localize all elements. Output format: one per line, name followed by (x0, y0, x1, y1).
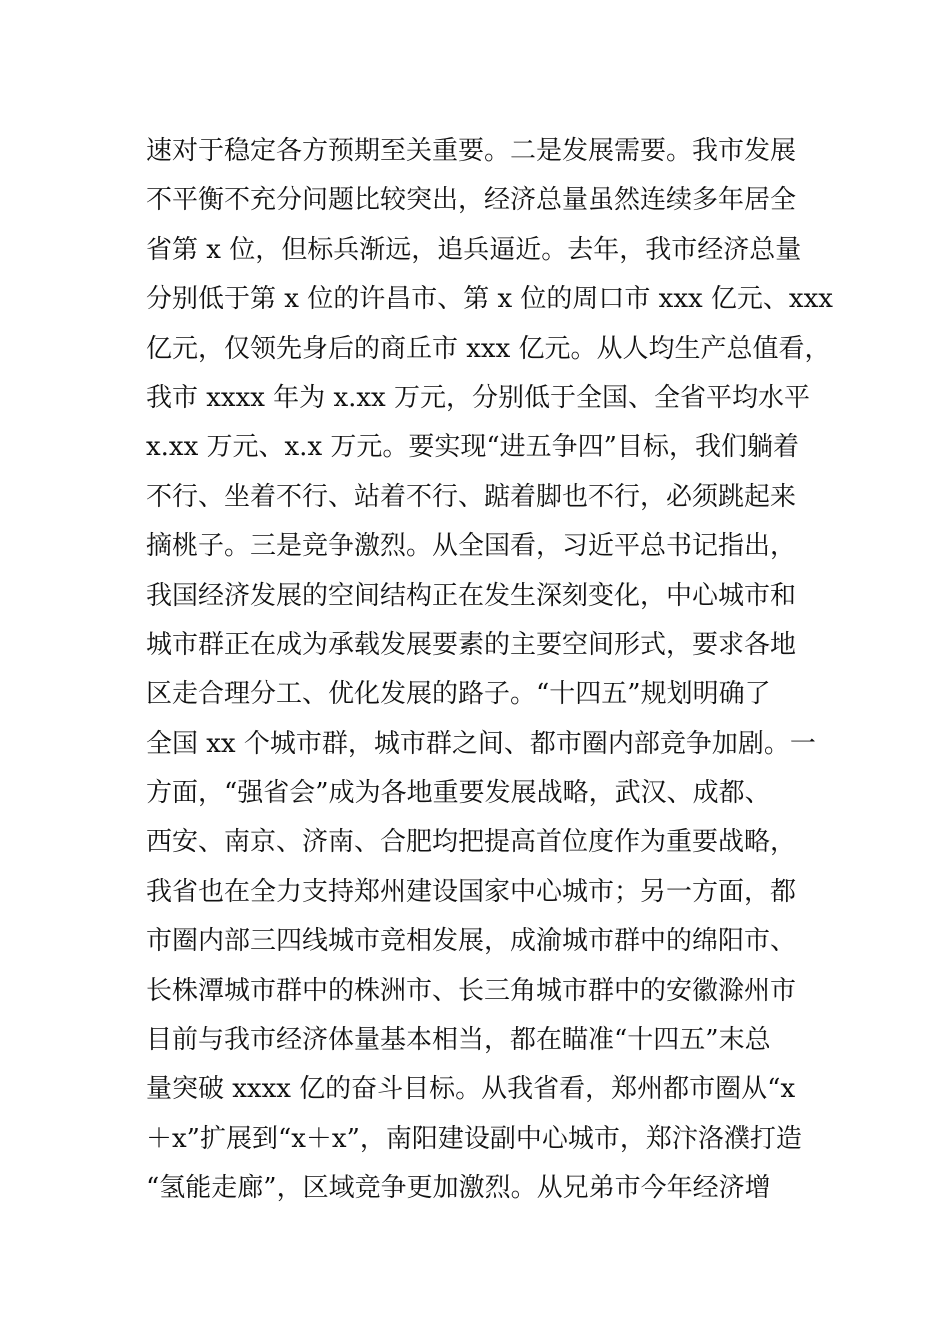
text-line: ＋x”扩展到“x＋x”，南阳建设副中心城市，郑汴洛濮打造 (146, 1123, 802, 1154)
text-line: 西安、南京、济南、合肥均把提高首位度作为重要战略， (146, 827, 797, 858)
text-line: x.xx 万元、x.x 万元。要实现“进五争四”目标，我们躺着 (146, 432, 799, 463)
text-line: 省第 x 位，但标兵渐远，追兵逼近。去年，我市经济总量 (146, 234, 802, 265)
text-line: 区走合理分工、优化发展的路子。“十四五”规划明确了 (146, 679, 771, 710)
text-line: 长株潭城市群中的株洲市、长三角城市群中的安徽滁州市 (146, 975, 797, 1006)
text-line: 市圈内部三四线城市竞相发展，成渝城市群中的绵阳市、 (146, 926, 797, 957)
text-line: 我省也在全力支持郑州建设国家中心城市；另一方面，都 (146, 876, 797, 907)
text-line: 不平衡不充分问题比较突出，经济总量虽然连续多年居全 (146, 185, 797, 216)
text-line: 城市群正在成为承载发展要素的主要空间形式，要求各地 (146, 629, 797, 660)
text-line: 分别低于第 x 位的许昌市、第 x 位的周口市 xxx 亿元、xxx (146, 284, 833, 315)
text-line: 亿元，仅领先身后的商丘市 xxx 亿元。从人均生产总值看， (146, 333, 831, 364)
text-line: 目前与我市经济体量基本相当，都在瞄准“十四五”末总 (146, 1025, 771, 1056)
text-line: 不行、坐着不行、站着不行、踮着脚也不行，必须跳起来 (146, 481, 797, 512)
body-text (146, 127, 836, 1214)
text-line: 我市 xxxx 年为 x.xx 万元，分别低于全国、全省平均水平 (146, 382, 810, 413)
text-line: 全国 xx 个城市群，城市群之间、都市圈内部竞争加剧。一 (146, 728, 816, 759)
text-line: 方面，“强省会”成为各地重要发展战略，武汉、成都、 (146, 778, 771, 809)
text-line: 速对于稳定各方预期至关重要。二是发展需要。我市发展 (146, 136, 797, 166)
text-line: “氢能走廊”，区域竞争更加激烈。从兄弟市今年经济增 (146, 1173, 771, 1204)
text-line: 摘桃子。三是竞争激烈。从全国看，习近平总书记指出， (146, 531, 797, 562)
text-line: 量突破 xxxx 亿的奋斗目标。从我省看，郑州都市圈从“x (146, 1074, 796, 1105)
text-line: 我国经济发展的空间结构正在发生深刻变化，中心城市和 (146, 580, 797, 611)
